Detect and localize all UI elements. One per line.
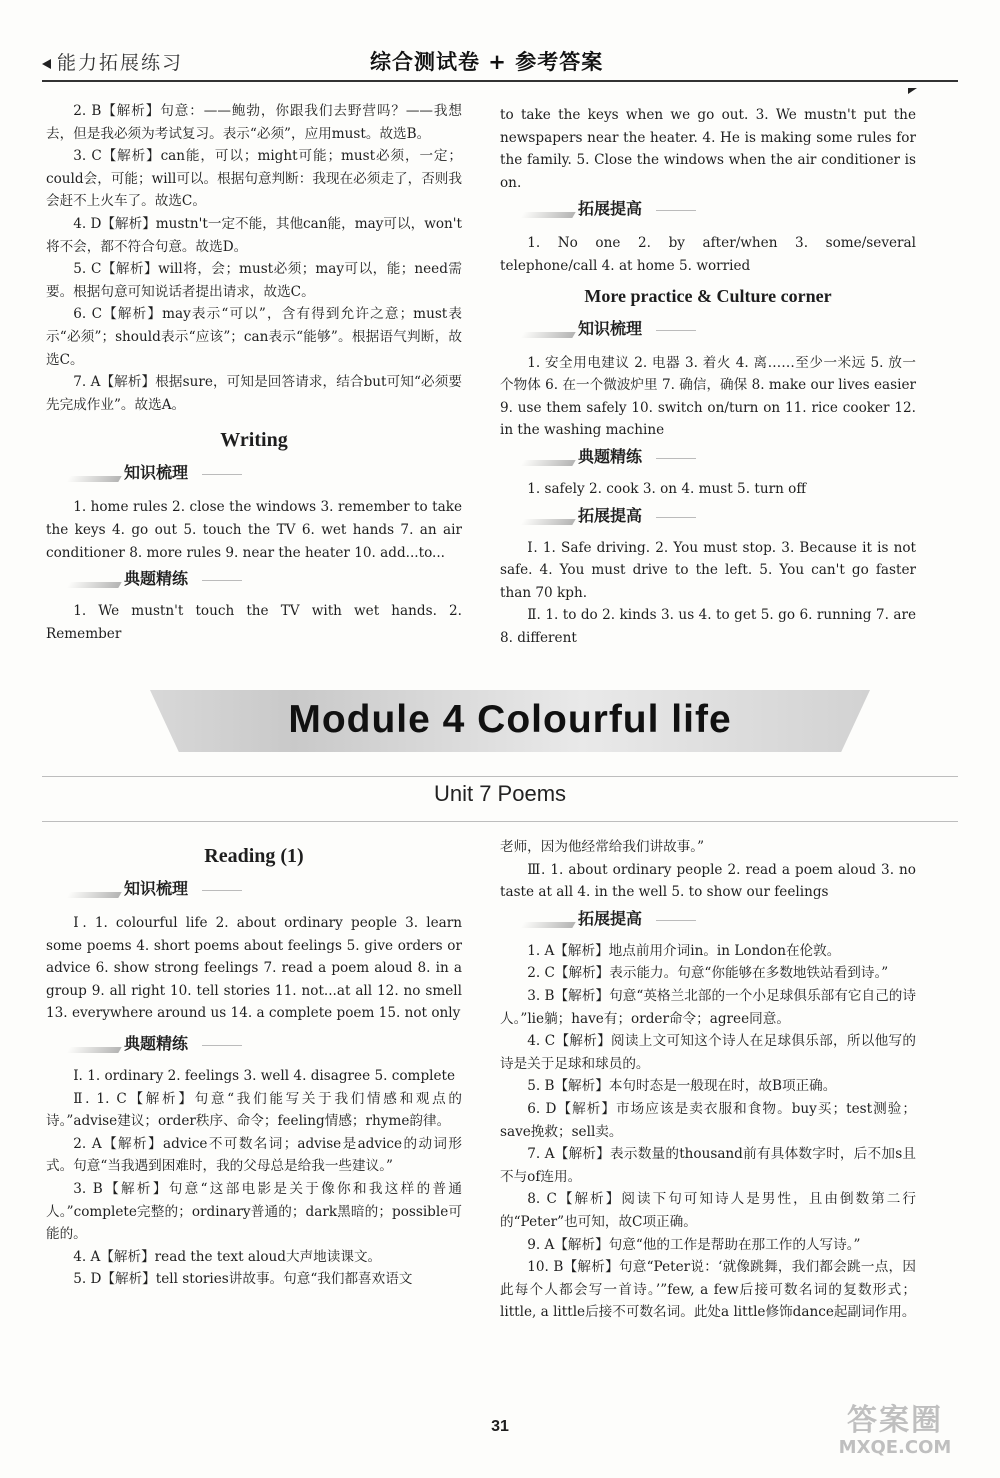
answer-item: 4. C【解析】阅读上文可知这个诗人在足球俱乐部，所以他写的诗是关于足球和球员的。 bbox=[500, 1033, 916, 1072]
answer-item: 1. No one 2. by after/when 3. some/several telephone/call 4. at home 5. worried bbox=[500, 235, 916, 274]
answer-item: 1. home rules 2. close the windows 3. remember to take the keys 4. go out 5. touch the TV 6. wet hands 7. an air conditioner 8. more rules 9. near the heater 10. add...to... bbox=[46, 499, 462, 561]
answer-item: 5. B【解析】本句时态是一般现在时，故B项正确。 bbox=[527, 1078, 837, 1095]
subheading-zhishi: 知识梳理 bbox=[124, 874, 462, 904]
section-title-writing: Writing bbox=[220, 429, 288, 452]
answer-item: 3. C【解析】can能，可以；might可能；must必须，一定；could会，可能；will可以。根据句意判断：我现在必须走了，否则我会赶不上火车了。故选C。 bbox=[46, 148, 462, 210]
answer-item: 1. We mustn't touch the TV with wet hands. 2. Remember bbox=[46, 603, 462, 642]
section-title-reading: Reading (1) bbox=[204, 845, 304, 867]
answer-item: 4. A【解析】read the text aloud大声地读课文。 bbox=[73, 1248, 382, 1265]
subheading-tuozhan: 拓展提高 bbox=[578, 501, 916, 531]
left-triangle-icon bbox=[42, 59, 51, 69]
answer-item: 5. C【解析】will将，会；must必须；may可以，能；need需要。根据句意可知说话者提出请求，故选C。 bbox=[46, 261, 462, 300]
answer-item: 1. A【解析】地点前用介词in。in London在伦敦。 bbox=[527, 942, 841, 959]
watermark-line2: MXQE.COM bbox=[838, 1437, 952, 1458]
watermark-line1: 答案圈 bbox=[847, 1403, 943, 1438]
right-column-bottom bbox=[500, 836, 916, 1324]
answer-item: 6. C【解析】may表示“可以”，含有得到允许之意；must表示“必须”；should表示“应该”；can表示“能够”。根据语气判断，故选C。 bbox=[46, 306, 462, 368]
answer-item: 1. 安全用电建议 2. 电器 3. 着火 4. 离……至少一米远 5. 放一个物体 6. 在一个微波炉里 7. 确信，确保 8. make our lives easier 9. use them safely 10. switch on/turn on 11. rice cooker 12. in the washing machine bbox=[500, 354, 916, 439]
header-left-text: 能力拓展练习 bbox=[57, 52, 184, 74]
subheading-dianti: 典题精练 bbox=[124, 1029, 462, 1059]
header-title: 综合测试卷 + 参考答案 bbox=[370, 50, 604, 74]
answer-item: Ⅱ. 1. C【解析】句意“我们能写关于我们情感和观点的诗。”advise建议；order秩序、命令；feeling情感；rhyme韵律。 bbox=[46, 1090, 462, 1130]
answer-item: Ⅱ. 1. to do 2. kinds 3. us 4. to get 5. go 6. running 7. are 8. different bbox=[500, 607, 916, 646]
header-series-title bbox=[42, 48, 183, 75]
answer-item: 3. B【解析】句意“这部电影是关于像你和我这样的普通人。”complete完整的；ordinary普通的；dark黑暗的；possible可能的。 bbox=[46, 1180, 462, 1243]
answer-item: Ⅲ. 1. about ordinary people 2. read a poem aloud 3. no taste at all 4. in the well 5. to show our feelings bbox=[500, 861, 916, 901]
subheading-dianti: 典题精练 bbox=[124, 564, 462, 594]
answer-item: 3. B【解析】句意“英格兰北部的一个小足球俱乐部有它自己的诗人。”lie躺；have有；order命令；agree同意。 bbox=[500, 987, 916, 1027]
right-column-top bbox=[500, 104, 916, 650]
subheading-tuozhan: 拓展提高 bbox=[578, 194, 916, 224]
module-title: Module 4 Colourful life bbox=[288, 698, 732, 741]
answer-item: 7. A【解析】表示数量的thousand前有具体数字时，后不加s且不与of连用。 bbox=[500, 1146, 916, 1185]
subheading-dianti: 典题精练 bbox=[578, 442, 916, 472]
unit-title: Unit 7 Poems bbox=[433, 781, 567, 806]
watermark-logo bbox=[820, 1404, 970, 1466]
answer-item: 2. B【解析】句意：——鲍勃，你跟我们去野营吗？——我想去，但是我必须为考试复习。表示“必须”，应用must。故选B。 bbox=[46, 103, 462, 142]
answer-item: Ⅰ. 1. ordinary 2. feelings 3. well 4. disagree 5. complete bbox=[73, 1067, 456, 1084]
answer-item: 2. A【解析】advice不可数名词；advise是advice的动词形式。句意“当我遇到困难时，我的父母总是给我一些建议。” bbox=[46, 1135, 462, 1175]
answer-item: 7. A【解析】根据sure，可知是回答请求，结合but可知“必须要先完成作业”。故选A。 bbox=[46, 374, 462, 413]
answer-item: Ⅰ. 1. Safe driving. 2. You must stop. 3. Because it is not safe. 4. You must drive to the left. 5. You can't go faster than 70 kph. bbox=[500, 539, 916, 601]
header-divider bbox=[42, 80, 958, 82]
subheading-tuozhan: 拓展提高 bbox=[578, 904, 916, 934]
left-column-top bbox=[46, 100, 462, 645]
answer-item: to take the keys when we go out. 3. We mustn't put the newspapers near the heater. 4. He is making some rules for the family. 5. Close the windows when the air conditioner is on. bbox=[500, 107, 916, 191]
subheading-zhishi: 知识梳理 bbox=[578, 314, 916, 344]
answer-item: 2. C【解析】表示能力。句意“你能够在多数地铁站看到诗。” bbox=[527, 965, 889, 982]
subheading-zhishi: 知识梳理 bbox=[124, 458, 462, 488]
answer-item: 9. A【解析】句意“他的工作是帮助在那工作的人写诗。” bbox=[527, 1236, 861, 1253]
answer-item: 1. safely 2. cook 3. on 4. must 5. turn off bbox=[527, 480, 806, 497]
answer-item: 4. D【解析】mustn't一定不能，其他can能，may可以，won't将不会，都不符合句意。故选D。 bbox=[46, 215, 462, 255]
right-triangle-icon bbox=[908, 88, 917, 94]
page-number: 31 bbox=[491, 1418, 509, 1435]
answer-item: 10. B【解析】句意“Peter说：‘就像跳舞，我们都会跳一点，因此每个人都会写一首诗。’”few, a few后接可数名词的复数形式；little, a little后接不可数名词。此处a little修饰dance起副词作用。 bbox=[500, 1259, 916, 1321]
section-title-more-practice: More practice & Culture corner bbox=[584, 285, 832, 306]
left-column-bottom bbox=[46, 838, 462, 1291]
answer-item: 5. D【解析】tell stories讲故事。句意“我们都喜欢语文 bbox=[73, 1271, 413, 1288]
answer-item: Ⅰ. 1. colourful life 2. about ordinary people 3. learn some poems 4. short poems about feelings 5. give orders or advice 6. show strong feelings 7. read a poem aloud 8. in a group 9. all right 10. tell stories 11. not...at all 12. no smell 13. everywhere around us 14. a complete poem 15. not only bbox=[46, 915, 462, 1022]
answer-item: 老师，因为他经常给我们讲故事。” bbox=[500, 839, 705, 855]
answer-item: 6. D【解析】市场应该是卖衣服和食物。buy买；test测验；save挽救；sell卖。 bbox=[500, 1100, 916, 1140]
answer-item: 8. C【解析】阅读下句可知诗人是男性，且由倒数第二行的“Peter”也可知，故C项正确。 bbox=[500, 1191, 916, 1230]
